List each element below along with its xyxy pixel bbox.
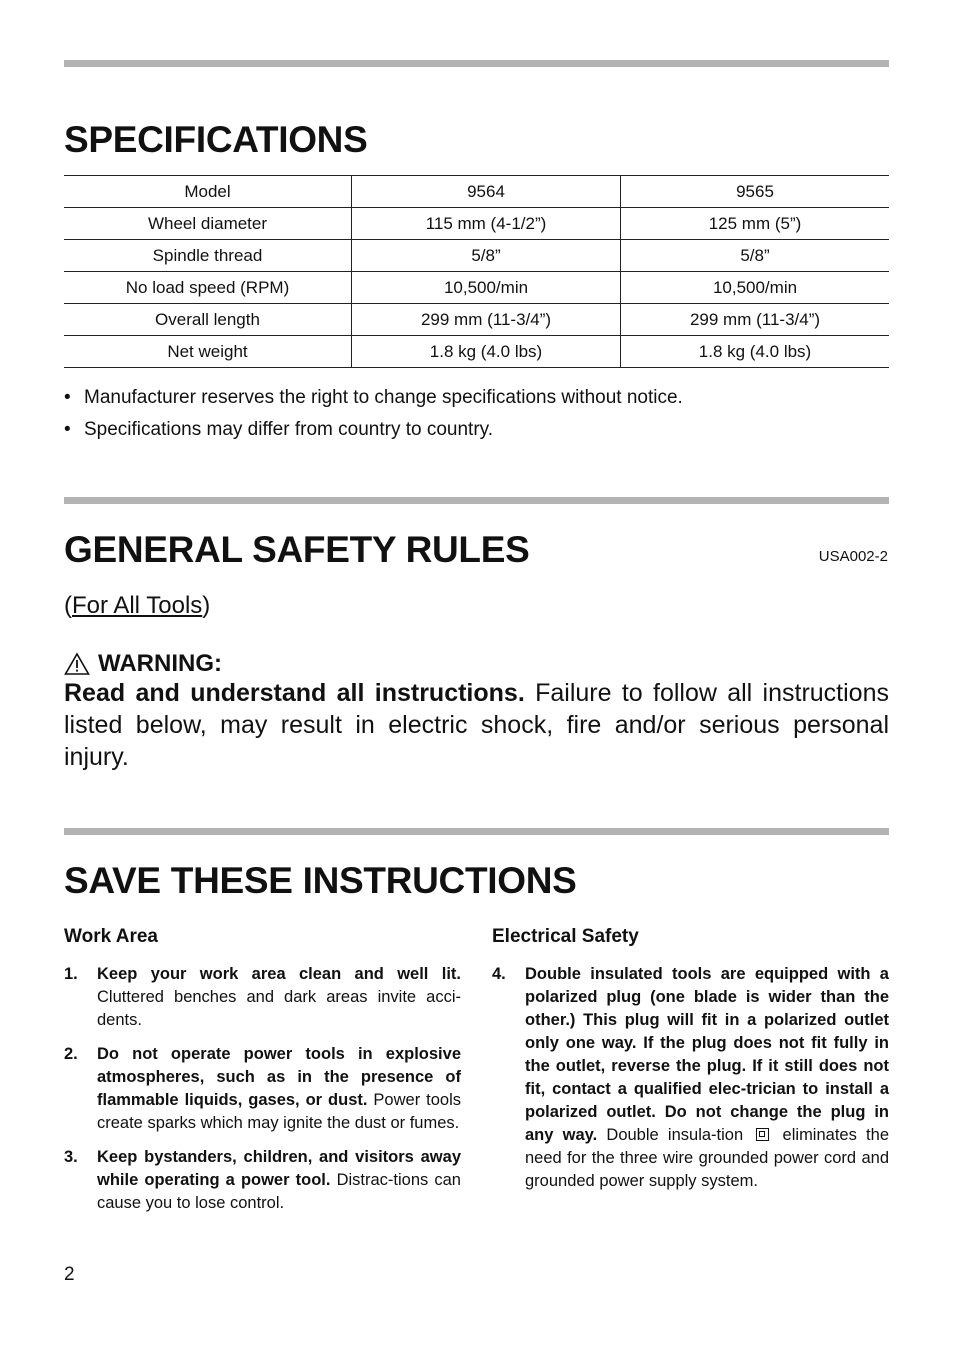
table-row [64, 336, 889, 368]
table-cell: Overall length [64, 304, 352, 336]
item-text: Double insula-tion [597, 1126, 753, 1144]
table-cell: No load speed (RPM) [64, 272, 352, 304]
save-instructions-title: SAVE THESE INSTRUCTIONS [64, 860, 577, 901]
warning-heading [64, 650, 222, 678]
section-rule [64, 828, 889, 835]
table-cell: 9564 [352, 176, 621, 208]
warning-text [64, 677, 889, 773]
note-text: Specifications may differ from country to country. [84, 419, 494, 440]
table-cell: 9565 [621, 176, 890, 208]
bullet: • [64, 419, 71, 440]
table-cell: 5/8” [621, 240, 890, 272]
item-text: Power tools create sparks which may ignite the dust or fumes. [97, 1091, 461, 1132]
list-item [64, 1043, 461, 1135]
subtitle [64, 592, 210, 620]
item-body [525, 963, 889, 1193]
item-body [97, 1146, 461, 1215]
specification-notes [64, 386, 683, 450]
warning-bold: Read and understand all instructions. [64, 679, 525, 707]
top-rule [64, 60, 889, 67]
item-number: 2. [64, 1045, 78, 1063]
double-insulation-icon [756, 1128, 769, 1141]
table-cell: Spindle thread [64, 240, 352, 272]
specifications-title: SPECIFICATIONS [64, 119, 368, 160]
item-bold: Keep your work area clean and well lit. [97, 965, 461, 983]
document-code: USA002-2 [818, 548, 888, 565]
list-item [492, 963, 889, 1193]
subtitle-text: For All Tools [72, 592, 203, 619]
table-cell: 5/8” [352, 240, 621, 272]
electrical-safety-column [492, 926, 889, 1204]
table-row [64, 208, 889, 240]
table-cell: 10,500/min [621, 272, 890, 304]
work-area-heading: Work Area [64, 926, 158, 947]
table-row [64, 272, 889, 304]
table-cell: Net weight [64, 336, 352, 368]
paren-close: ) [202, 592, 211, 619]
list-item [64, 1146, 461, 1215]
item-body [97, 963, 461, 1032]
table-row [64, 240, 889, 272]
page-number: 2 [64, 1264, 75, 1285]
item-text: Cluttered benches and dark areas invite acci-dents. [97, 988, 461, 1029]
warning-label: WARNING: [98, 650, 222, 677]
item-body [97, 1043, 461, 1135]
table-cell: Wheel diameter [64, 208, 352, 240]
warning-triangle-icon [64, 652, 90, 676]
item-bold: Keep bystanders, children, and visitors away while operating a power tool. [97, 1148, 461, 1189]
item-number: 3. [64, 1148, 78, 1166]
table-cell: 299 mm (11-3/4”) [352, 304, 621, 336]
work-area-list [64, 963, 461, 1215]
bullet: • [64, 387, 71, 408]
list-item [64, 418, 683, 450]
table-cell: 1.8 kg (4.0 lbs) [621, 336, 890, 368]
table-cell: Model [64, 176, 352, 208]
list-item [64, 386, 683, 418]
item-number: 1. [64, 965, 78, 983]
table-cell: 299 mm (11-3/4”) [621, 304, 890, 336]
table-cell: 125 mm (5”) [621, 208, 890, 240]
table-row [64, 176, 889, 208]
paren-open: ( [64, 592, 72, 619]
warning-body: Failure to follow all instructions listed below, may result in electric shock, fire and/or serious personal injury. [64, 679, 889, 771]
item-bold: Double insulated tools are equipped with a polarized plug (one blade is wider than the other.) This plug will fit in a polarized outlet only one way. If the plug does not fit fully in the outlet, reverse the plug. If it still does not fit, contact a qualified elec-trician to install a polarized outlet. Do not change the plug in any way. [525, 965, 889, 1144]
note-text: Manufacturer reserves the right to change specifications without notice. [84, 387, 683, 408]
section-rule [64, 497, 889, 504]
electrical-safety-heading: Electrical Safety [492, 926, 639, 947]
item-bold: Do not operate power tools in explosive atmospheres, such as in the presence of flammable liquids, gases, or dust. [97, 1045, 461, 1109]
electrical-safety-list [492, 963, 889, 1193]
table-row [64, 304, 889, 336]
work-area-column [64, 926, 461, 1226]
item-text: eliminates the need for the three wire grounded power cord and grounded power supply system. [525, 1126, 889, 1190]
table-cell: 115 mm (4-1/2”) [352, 208, 621, 240]
item-number: 4. [492, 965, 506, 983]
item-text: Distrac-tions can cause you to lose control. [97, 1171, 461, 1212]
list-item [64, 963, 461, 1032]
specifications-table [64, 175, 889, 368]
table-cell: 10,500/min [352, 272, 621, 304]
table-cell: 1.8 kg (4.0 lbs) [352, 336, 621, 368]
general-safety-title: GENERAL SAFETY RULES [64, 529, 530, 570]
